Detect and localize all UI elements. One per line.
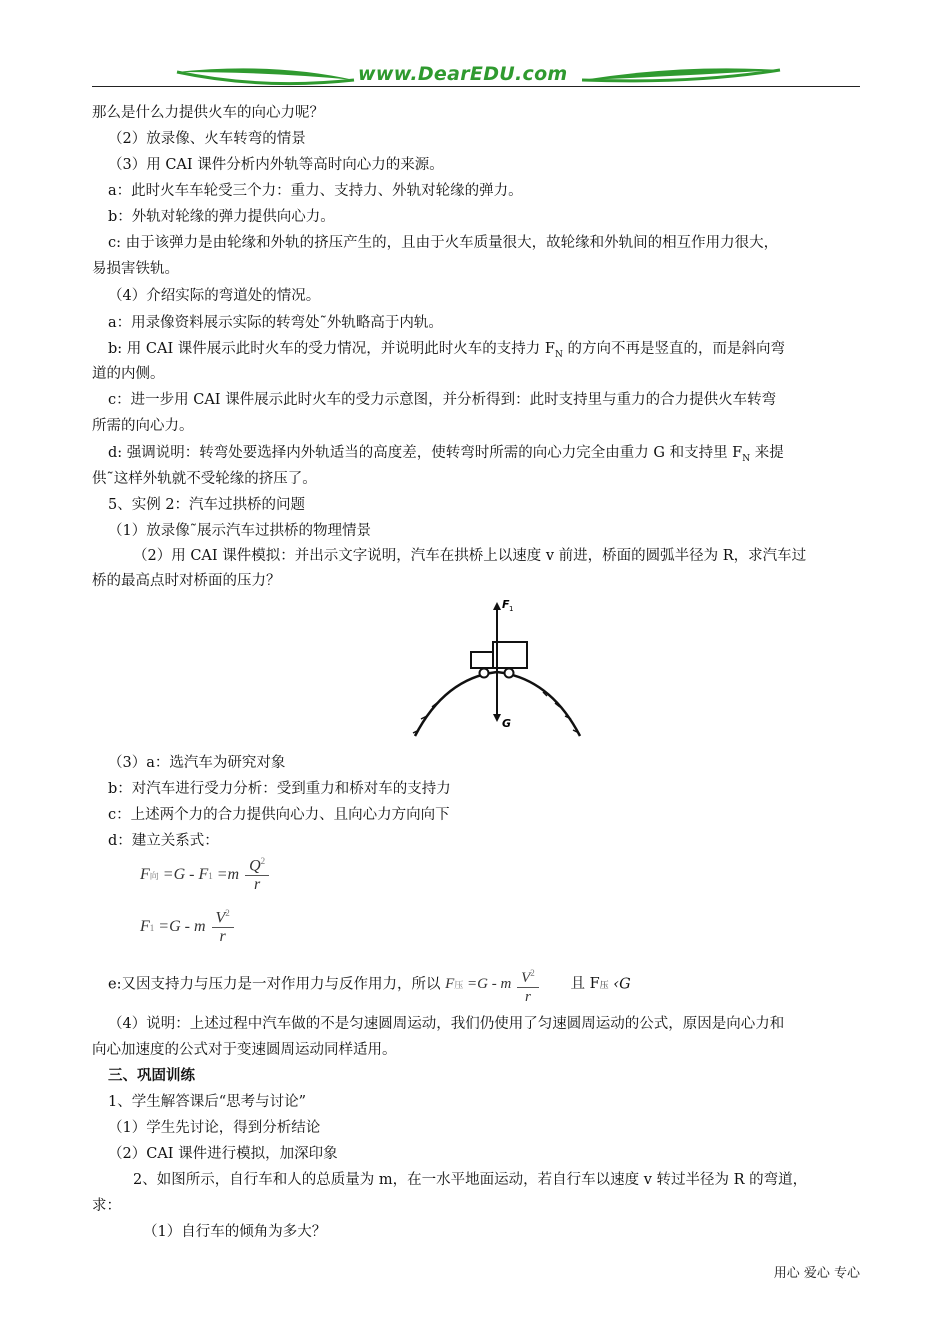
eq-fraction [212, 908, 234, 946]
eq-subscript: 1 [149, 922, 155, 933]
text-line: c：进一步用 CAI 课件展示此时火车的受力示意图，并分析得到：此时支持里与重力的合力提供火车转弯 [108, 392, 777, 408]
eq-numerator: V [215, 909, 226, 927]
text-segment: 且 F [570, 976, 600, 993]
eq-numerator: V [521, 970, 531, 986]
text-line [108, 964, 631, 1006]
section-heading: 三、巩固训练 [108, 1067, 195, 1084]
eq-term: =G - m [463, 976, 512, 993]
text-line: 向心加速度的公式对于变速圆周运动同样适用。 [92, 1042, 397, 1058]
text-line: d：建立关系式： [108, 833, 219, 849]
text-line: 求： [92, 1198, 121, 1214]
text-segment: ‹G [608, 976, 631, 993]
eq-fraction [517, 964, 539, 1006]
eq-subscript: 向 [149, 870, 159, 881]
text-line: 那么是什么力提供火车的向心力呢？ [92, 105, 324, 121]
text-line: （3）a：选汽车为研究对象 [108, 755, 286, 771]
eq-denominator: r [524, 989, 531, 1005]
text-segment: 来提 [750, 445, 784, 461]
eq-term: =G - m [154, 917, 206, 935]
text-line: 桥的最高点时对桥面的压力？ [92, 573, 281, 589]
text-line: 所需的向心力。 [92, 418, 194, 434]
eq-subscript: 1 [208, 870, 213, 881]
page-footer: 用心 爱心 专心 [773, 1266, 860, 1281]
text-line: 供˜这样外轨就不受轮缘的挤压了。 [92, 471, 317, 487]
bridge-diagram [405, 590, 585, 740]
eq-term: F [445, 976, 455, 993]
text-segment: b: 用 CAI 课件展示此时火车的受力情况，并说明此时火车的支持力 F [108, 341, 555, 357]
text-line: b：外轨对轮缘的弹力提供向心力。 [108, 209, 335, 225]
text-line: （1）自行车的倾角为多大？ [143, 1224, 327, 1240]
text-line [108, 339, 785, 365]
text-segment: 的方向不再是竖直的，而是斜向弯 [562, 341, 785, 357]
eq-term: F [140, 917, 150, 935]
text-line: （4）介绍实际的弯道处的情况。 [108, 288, 321, 304]
text-line: （1）学生先讨论，得到分析结论 [108, 1120, 321, 1136]
equation-2 [140, 908, 236, 946]
eq-denominator: r [219, 928, 226, 946]
bridge-figure [405, 590, 585, 744]
text-line: 道的内侧。 [92, 366, 165, 382]
eq-superscript: 2 [225, 908, 230, 918]
text-line: 易损害铁轨。 [92, 261, 179, 277]
text-line: （1）放录像˜展示汽车过拱桥的物理情景 [108, 523, 371, 539]
equation-1 [140, 856, 271, 894]
text-line: （2）CAI 课件进行模拟，加深印象 [108, 1146, 338, 1162]
eq-superscript: 2 [530, 968, 535, 978]
text-line: 1、学生解答课后“思考与讨论” [108, 1094, 307, 1110]
text-line: a：用录像资料展示实际的转弯处˜外轨略高于内轨。 [108, 315, 443, 331]
text-line: （2）放录像、火车转弯的情景 [108, 131, 306, 147]
eq-term: F [140, 865, 150, 883]
eq-denominator: r [254, 876, 261, 894]
text-line: 5、实例 2：汽车过拱桥的问题 [108, 497, 306, 513]
eq-numerator: Q [249, 857, 261, 875]
text-line: c：上述两个力的合力提供向心力、且向心力方向向下 [108, 807, 450, 823]
text-line [108, 443, 784, 469]
equation-3 [445, 968, 544, 1005]
text-line: （3）用 CAI 课件分析内外轨等高时向心力的来源。 [108, 157, 444, 173]
text-segment: d: 强调说明：转弯处要选择内外轨适当的高度差，使转弯时所需的向心力完全由重力 G 和支持里 F [108, 445, 743, 461]
text-line: c: 由于该弹力是由轮缘和外轨的挤压产生的，且由于火车质量很大，故轮缘和外轨间的相互作用力很大， [108, 235, 779, 251]
eq-term: =m [212, 865, 240, 883]
eq-subscript: 压 [454, 980, 464, 991]
text-line: b：对汽车进行受力分析：受到重力和桥对车的支持力 [108, 781, 451, 797]
eq-superscript: 2 [260, 856, 266, 866]
subscript: N [742, 453, 751, 464]
normal-force-subscript: 1 [509, 605, 514, 613]
text-line: a：此时火车车轮受三个力：重力、支持力、外轨对轮缘的弹力。 [108, 183, 523, 199]
eq-fraction [245, 856, 269, 894]
site-logo[interactable]: www.DearEDU.com [358, 63, 568, 85]
text-line: （4）说明：上述过程中汽车做的不是匀速圆周运动，我们仍使用了匀速圆周运动的公式，原因是向心力和 [108, 1016, 785, 1032]
text-line: 2、如图所示，自行车和人的总质量为 m，在一水平地面运动，若自行车以速度 v 转过半径为 R 的弯道， [133, 1172, 808, 1188]
header-rule [92, 86, 860, 87]
text-segment: e:又因支持力与压力是一对作用力与反作用力，所以 [108, 976, 441, 993]
eq-term: =G - F [158, 865, 209, 883]
subscript: N [554, 349, 563, 360]
eq-subscript: 压 [599, 980, 609, 991]
gravity-label: G [502, 717, 512, 730]
text-line: （2）用 CAI 课件模拟：并出示文字说明，汽车在拱桥上以速度 v 前进，桥面的圆弧半径为 R，求汽车过 [133, 548, 807, 564]
normal-force-label: F [502, 598, 510, 611]
